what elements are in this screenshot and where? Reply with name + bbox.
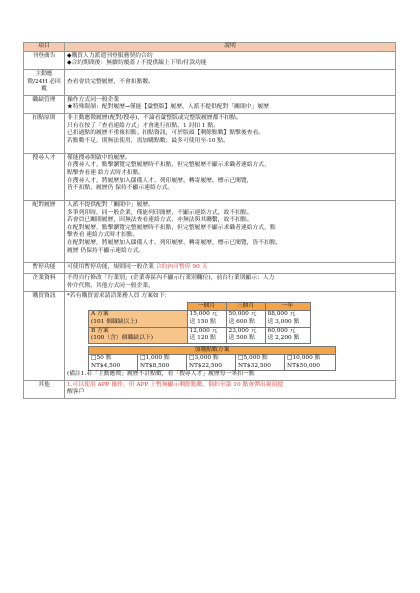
points-option: □1,000 點 <box>140 355 170 362</box>
header-desc: 說明 <box>65 43 396 52</box>
row-line: 履歷 仍保持不顯示連絡方式。 <box>67 247 145 254</box>
header-item: 項目 <box>24 43 65 52</box>
points-option: □10,000 點 <box>287 355 321 362</box>
row-job-management <box>24 95 396 113</box>
row-label: 企業資料 <box>24 274 65 292</box>
row-line: 多筆列印時，同一般企業，僅能列印簡歷，不顯示連絡方式，故不扣點。 <box>67 209 253 216</box>
points-price: NT$50,000 <box>287 362 320 369</box>
plan-price-table <box>88 302 311 344</box>
plan-bonus: 送 150 點 <box>189 319 216 325</box>
plan-col-header: 一個月 <box>187 302 226 311</box>
row-label: 職缺管理 <box>24 95 65 113</box>
row-line: 不得自行修改「行業別」(企業專區內不顯示行業別欄位)，前台行業別顯示：人力 <box>67 275 275 282</box>
plan-price: 60,000 元 <box>267 327 296 334</box>
row-match-resume <box>24 200 396 262</box>
row-line: 已扣過點的履歷不重複扣點。扣點資訊，可於版頭【剩餘點數】點擊後查看。 <box>67 130 265 137</box>
row-line: 非主動應徵履歷(配對/搜尋)，不論看彙整版或完整版履歷都不扣點。 <box>67 115 242 122</box>
plan-desc: (101 個職缺以上) <box>91 319 138 325</box>
plan-name: A 方案 <box>91 311 109 318</box>
row-label: 刊登廣告 <box>24 51 65 69</box>
plan-name: B 方案 <box>91 327 109 334</box>
row-line: 擊查看 連絡方式時才扣點。 <box>67 232 139 239</box>
row-label: 暫停功能 <box>24 263 65 274</box>
points-option: □3,000 點 <box>189 355 219 362</box>
row-label: 主動應徵/24H 必回覆 <box>24 69 65 95</box>
plan-price: 15,000 元 <box>189 311 218 318</box>
row-label: 配對履歷 <box>24 200 65 262</box>
row-line: 在搜尋人才，點擊瀏覽完整履歷時不扣點，但完整履歷不顯示求職者連絡方式， <box>67 162 270 169</box>
other-text: 1.可以使用 APP 操作，但 APP 上暫無顯示剩餘點數，倒扣至第 10 點會彈出視窗提 <box>67 381 284 388</box>
plan-desc: (100（含）個職缺以下) <box>91 335 153 342</box>
plan-bonus: 送 2,200 點 <box>267 335 300 342</box>
plan-price: 23,000 元 <box>228 327 257 334</box>
row-line: 在配對履歷，將履歷加入儲備人才、列印履歷、轉寄履歷、標示已閱覽，皆不扣點， <box>67 240 282 247</box>
table-header-row <box>24 43 396 52</box>
row-pause-function <box>24 263 396 274</box>
row-purchase-info <box>24 292 396 381</box>
row-label: 購買資訊 <box>24 292 65 381</box>
points-row <box>89 355 336 371</box>
row-line: 在配對履歷，點擊瀏覽完整履歷時不扣點，但完整履歷不顯示求職者連絡方式，點 <box>67 224 276 231</box>
row-search-talent <box>24 153 396 200</box>
row-line: 人派不提供配對「關閉中」履歷。 <box>67 201 154 208</box>
other-text-cont: 醒客戶 <box>67 389 85 396</box>
row-line: 若會員已關閉履歷，因無法查看連絡方式，亦無法與其聯繫，故不扣點。 <box>67 217 253 224</box>
row-line: ◆購買人力派遣刊登服務契約合約 <box>67 52 153 59</box>
row-line: 仲介代徵。其他方式同一般企業。 <box>67 282 154 289</box>
plan-price: 12,000 元 <box>189 327 218 334</box>
row-active-apply <box>24 69 396 95</box>
points-addon-table <box>88 346 336 372</box>
row-other <box>24 380 396 398</box>
row-line: 查看會員完整履歷，不會扣點數。 <box>67 78 154 85</box>
row-line: ★特殊限制：配對履歷→僅能【彙整版】履歷、人派不提供配對「關閉中」履歷 <box>67 104 269 111</box>
row-line: ◆合約期間後：無續約覆蓋 / 不提供線上下單/付款功能 <box>67 60 207 67</box>
row-line: 若點數不足，則無法使用，需加購點數；最多可使用至-10 點。 <box>67 138 229 145</box>
row-line: 操作方式同一般企業 <box>67 96 120 103</box>
row-deduction-rules <box>24 114 396 154</box>
purchase-note: (備註1.若「主動應徵」履歷不計點數，看「搜尋人才」履歷每一筆扣一點 <box>67 371 255 378</box>
plan-row-b <box>89 327 311 343</box>
row-label: 扣點原則 <box>24 114 65 154</box>
plan-row-a <box>89 311 311 327</box>
plan-bonus: 送 600 點 <box>228 319 255 325</box>
plan-price: 50,000 元 <box>228 311 257 318</box>
row-line: 僅能搜尋開啟中的履歷。 <box>67 154 131 161</box>
row-label: 搜尋人才 <box>24 153 65 200</box>
row-line: 在搜尋人才，將履歷加入儲備人才、列印履歷、轉寄履歷、標示已閱覽， <box>67 177 253 184</box>
plan-price: 88,000 元 <box>267 311 296 318</box>
row-ad-listing <box>24 51 396 69</box>
row-line: 只有在按了「查看連絡方式」才會進行扣點，1 封扣 1 點。 <box>67 122 220 129</box>
plan-bonus: 送 120 點 <box>189 335 216 342</box>
row-company-info <box>24 274 396 292</box>
row-label: 其他 <box>24 380 65 398</box>
plan-col-header: 一年 <box>265 302 310 311</box>
points-option: □50 點 <box>91 355 112 362</box>
points-price: NT$22,500 <box>189 362 222 369</box>
row-line: 皆不扣點，履歷仍 保持不顯示連絡方式。 <box>67 185 174 192</box>
pause-text: 可使用暫停功能，規則同一般企業 <box>67 264 156 271</box>
service-rules-table <box>23 42 396 399</box>
points-price: NT$32,500 <box>238 362 271 369</box>
points-price: NT$8,500 <box>140 362 170 369</box>
plan-col-header: 三個月 <box>226 302 265 311</box>
plan-bonus: 送 3,000 點 <box>267 319 300 325</box>
row-line: 點擊查看連 絡方式時才扣點。 <box>67 169 145 176</box>
pause-limit-text: 合約內可暫停 90 天 <box>155 264 208 271</box>
purchase-intro: *若有購買需求請洽業務人員 方案如下： <box>67 293 171 300</box>
plan-bonus: 送 500 點 <box>228 335 255 342</box>
points-title: 加購點數方案 <box>89 346 336 355</box>
points-price: NT$4,500 <box>91 362 121 369</box>
points-option: □5,000 點 <box>238 355 268 362</box>
